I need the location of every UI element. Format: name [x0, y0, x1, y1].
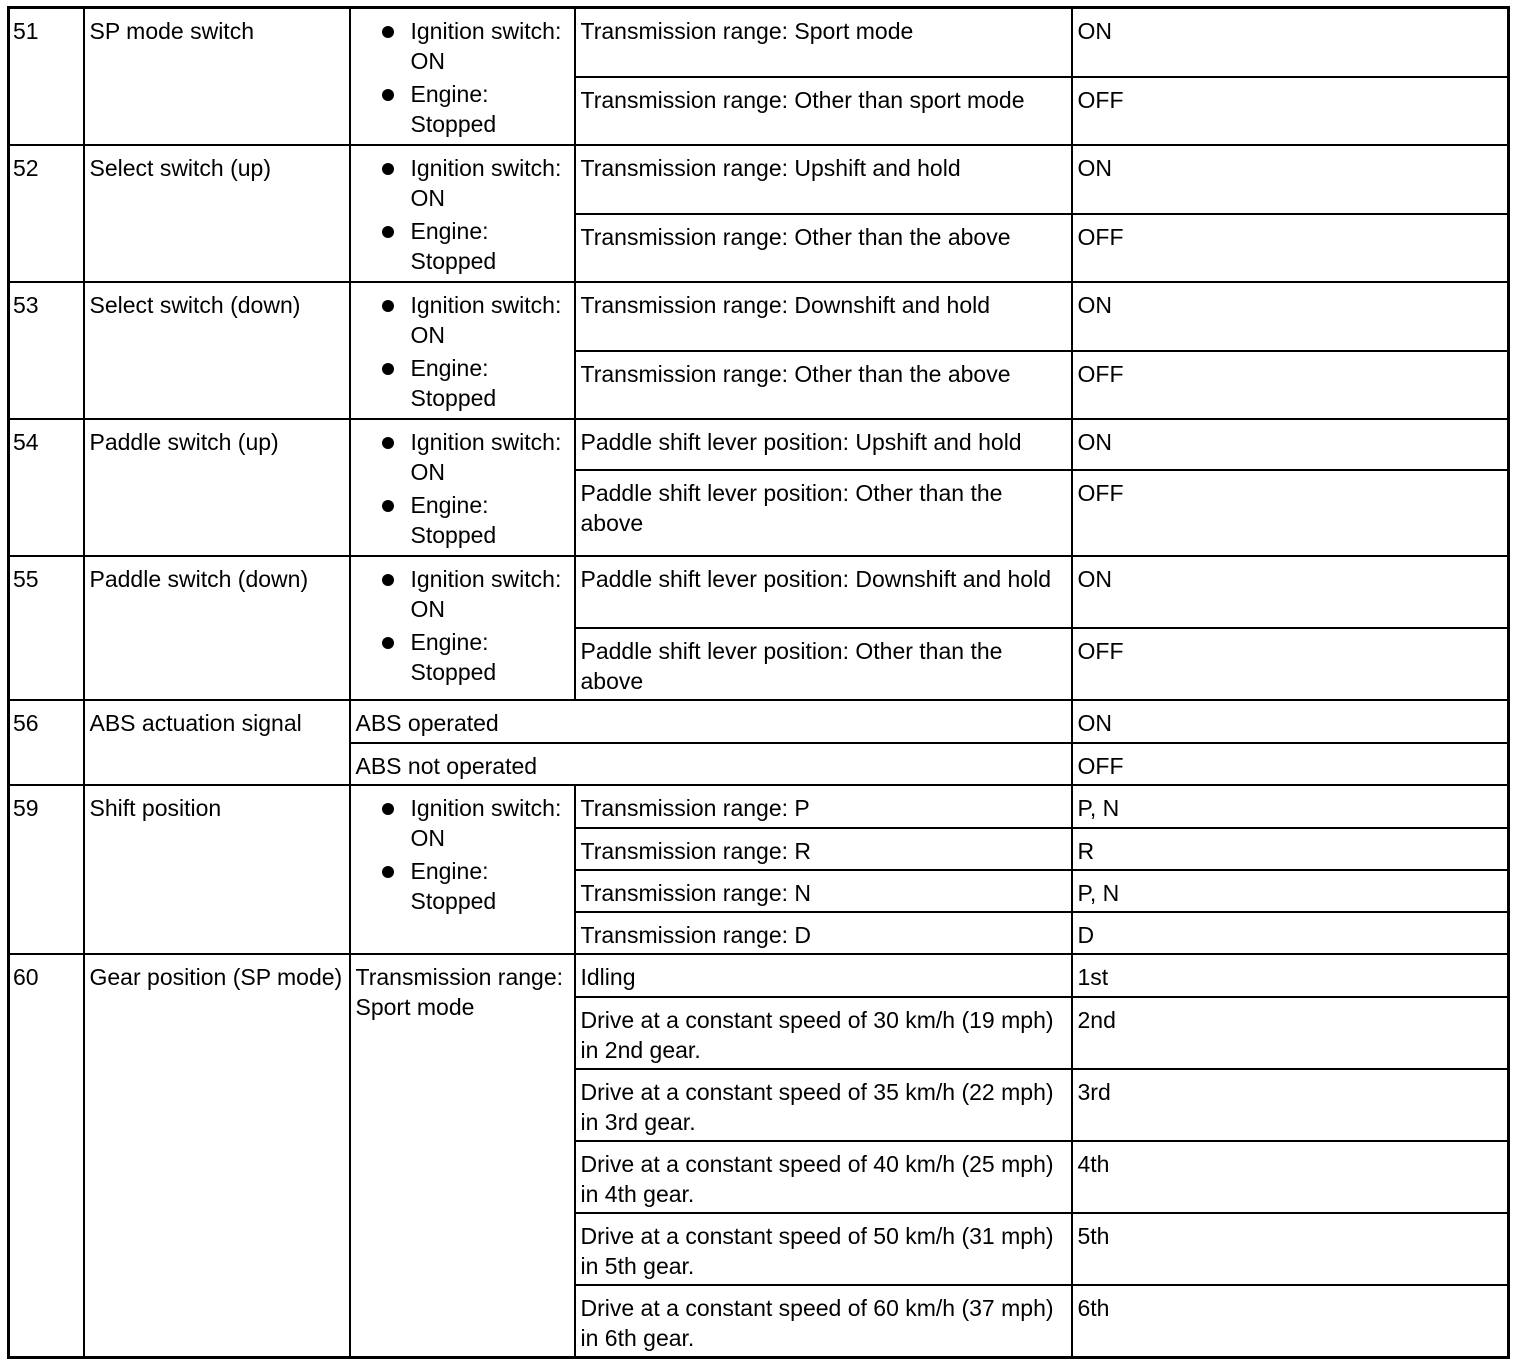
state-value: ON: [1072, 556, 1509, 628]
table-row: [9, 8, 1509, 77]
condition-bullet: Ignition switch: ON: [376, 16, 569, 76]
state-condition: Transmission range: Downshift and hold: [575, 282, 1072, 351]
state-condition: Paddle shift lever position: Upshift and hold: [575, 419, 1072, 470]
state-condition: Drive at a constant speed of 40 km/h (25 mph) in 4th gear.: [575, 1141, 1072, 1213]
table-row: [9, 419, 1509, 470]
state-value: OFF: [1072, 351, 1509, 419]
state-condition: Transmission range: Upshift and hold: [575, 145, 1072, 214]
state-condition: Drive at a constant speed of 50 km/h (31 mph) in 5th gear.: [575, 1213, 1072, 1285]
state-value: P, N: [1072, 870, 1509, 912]
condition-cell: [350, 419, 575, 556]
table-row: [9, 954, 1509, 997]
item-name: SP mode switch: [84, 8, 350, 146]
state-condition: Paddle shift lever position: Downshift and hold: [575, 556, 1072, 628]
item-number: 53: [9, 282, 84, 419]
state-value: 3rd: [1072, 1069, 1509, 1141]
table-row: [9, 556, 1509, 628]
table-row: [9, 785, 1509, 828]
state-value: 4th: [1072, 1141, 1509, 1213]
state-condition: Paddle shift lever position: Other than the above: [575, 628, 1072, 700]
state-value: 1st: [1072, 954, 1509, 997]
condition-cell: [350, 785, 575, 954]
state-value: ON: [1072, 8, 1509, 77]
condition-cell: [350, 145, 575, 282]
state-condition: Transmission range: Other than the above: [575, 351, 1072, 419]
item-name: Shift position: [84, 785, 350, 954]
state-value: 6th: [1072, 1285, 1509, 1357]
condition-bullet: Ignition switch: ON: [376, 153, 569, 213]
item-name: ABS actuation signal: [84, 700, 350, 785]
table-row: [9, 145, 1509, 214]
condition-bullet: Ignition switch: ON: [376, 793, 569, 853]
state-condition: Drive at a constant speed of 30 km/h (19 mph) in 2nd gear.: [575, 997, 1072, 1069]
state-condition: Drive at a constant speed of 35 km/h (22 mph) in 3rd gear.: [575, 1069, 1072, 1141]
state-value: ON: [1072, 145, 1509, 214]
state-condition: Transmission range: Other than sport mode: [575, 77, 1072, 145]
condition-bullet: Engine: Stopped: [376, 627, 569, 687]
state-value: 5th: [1072, 1213, 1509, 1285]
state-value: OFF: [1072, 743, 1509, 785]
state-condition: Idling: [575, 954, 1072, 997]
condition-cell: Transmission range: Sport mode: [350, 954, 575, 1357]
data-monitor-table: [7, 6, 1510, 1359]
state-condition: Transmission range: D: [575, 912, 1072, 954]
table-row: [9, 700, 1509, 743]
item-number: 60: [9, 954, 84, 1357]
state-condition: Transmission range: Sport mode: [575, 8, 1072, 77]
state-value: ON: [1072, 419, 1509, 470]
condition-bullet: Engine: Stopped: [376, 353, 569, 413]
state-value: ON: [1072, 700, 1509, 743]
condition-cell: [350, 556, 575, 700]
item-number: 51: [9, 8, 84, 146]
state-condition: ABS operated: [350, 700, 1072, 743]
item-name: Gear position (SP mode): [84, 954, 350, 1357]
condition-bullet: Engine: Stopped: [376, 856, 569, 916]
item-number: 59: [9, 785, 84, 954]
item-name: Paddle switch (down): [84, 556, 350, 700]
item-name: Paddle switch (up): [84, 419, 350, 556]
condition-bullet: Engine: Stopped: [376, 490, 569, 550]
condition-bullet: Engine: Stopped: [376, 79, 569, 139]
state-value: OFF: [1072, 470, 1509, 556]
state-value: D: [1072, 912, 1509, 954]
state-value: P, N: [1072, 785, 1509, 828]
state-value: OFF: [1072, 214, 1509, 282]
state-condition: Transmission range: R: [575, 828, 1072, 870]
condition-bullet: Engine: Stopped: [376, 216, 569, 276]
condition-cell: [350, 8, 575, 146]
item-name: Select switch (down): [84, 282, 350, 419]
state-value: ON: [1072, 282, 1509, 351]
item-number: 54: [9, 419, 84, 556]
item-number: 56: [9, 700, 84, 785]
state-condition: Drive at a constant speed of 60 km/h (37 mph) in 6th gear.: [575, 1285, 1072, 1357]
state-condition: ABS not operated: [350, 743, 1072, 785]
item-number: 52: [9, 145, 84, 282]
table-row: [9, 282, 1509, 351]
item-name: Select switch (up): [84, 145, 350, 282]
item-number: 55: [9, 556, 84, 700]
condition-bullet: Ignition switch: ON: [376, 564, 569, 624]
state-value: 2nd: [1072, 997, 1509, 1069]
condition-cell: [350, 282, 575, 419]
condition-bullet: Ignition switch: ON: [376, 427, 569, 487]
state-value: OFF: [1072, 628, 1509, 700]
condition-bullet: Ignition switch: ON: [376, 290, 569, 350]
state-condition: Transmission range: N: [575, 870, 1072, 912]
state-condition: Paddle shift lever position: Other than the above: [575, 470, 1072, 556]
state-value: OFF: [1072, 77, 1509, 145]
state-condition: Transmission range: P: [575, 785, 1072, 828]
state-value: R: [1072, 828, 1509, 870]
state-condition: Transmission range: Other than the above: [575, 214, 1072, 282]
